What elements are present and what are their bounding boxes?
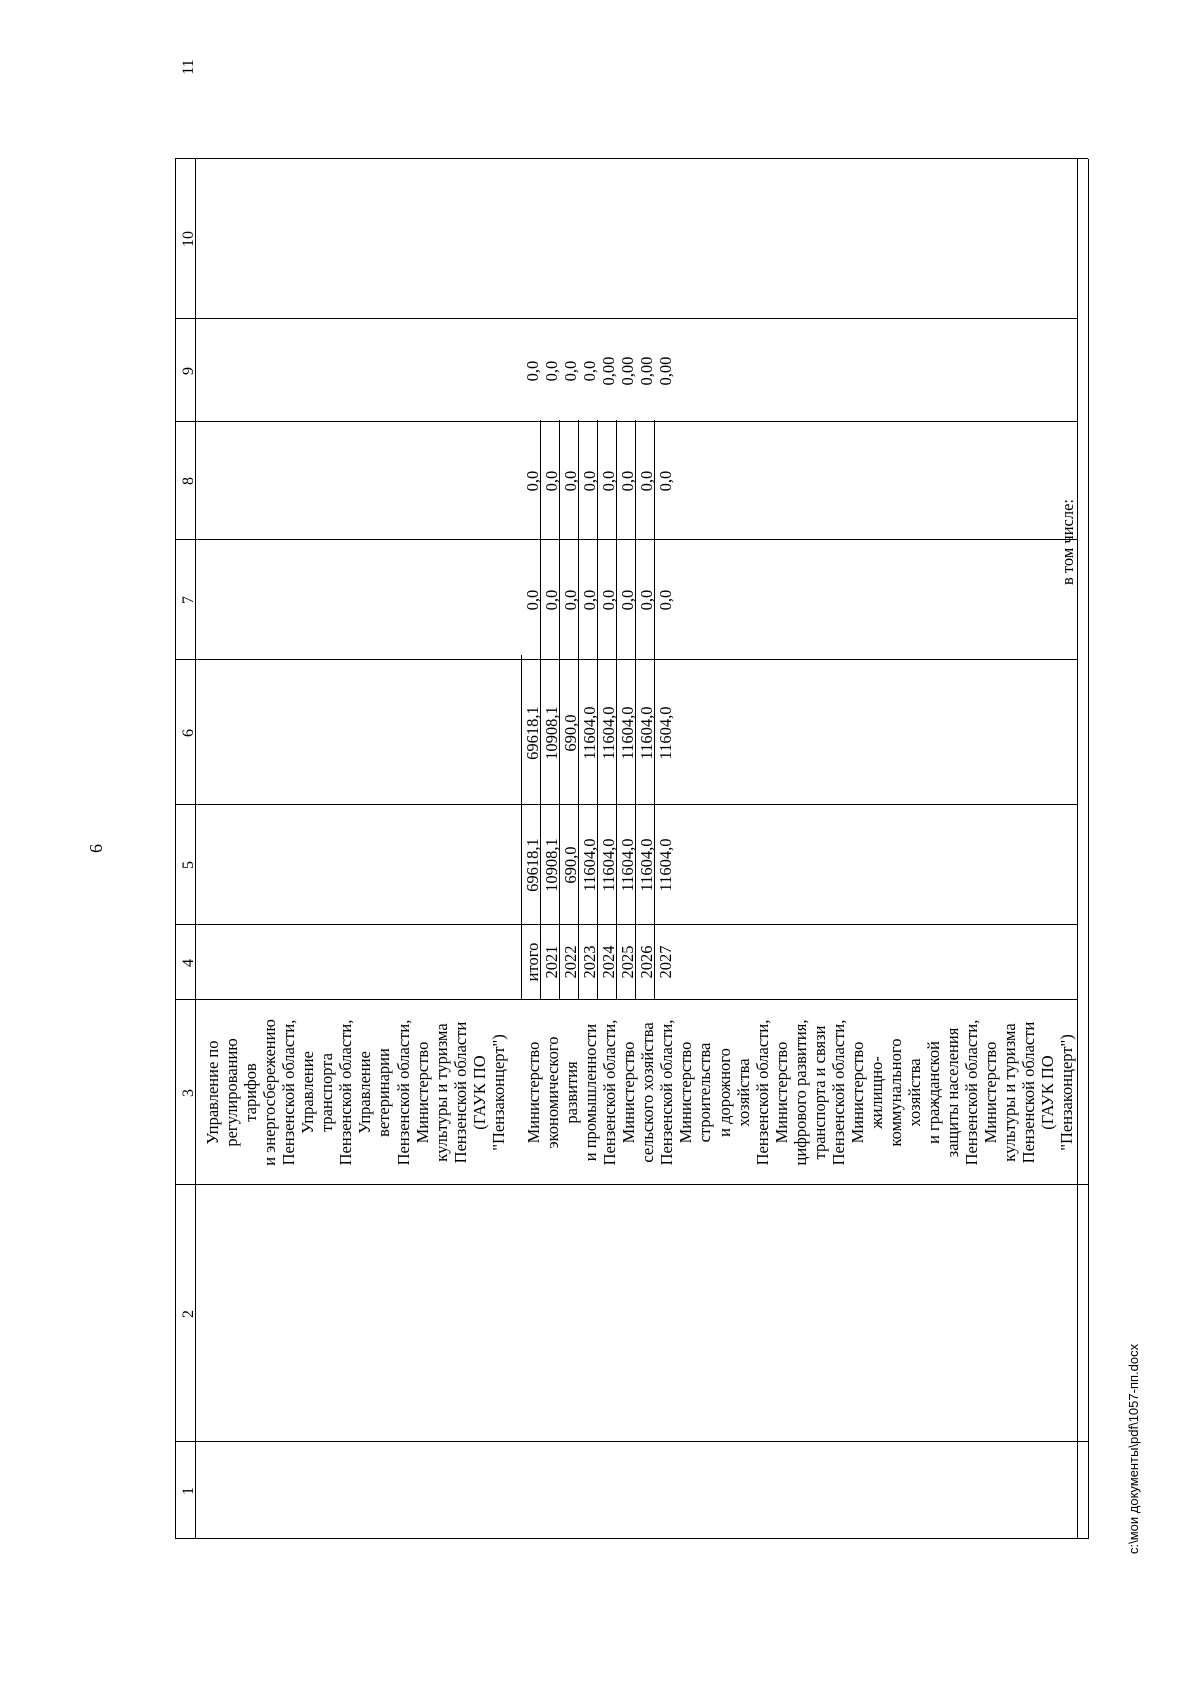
executor-line: Пензенской области xyxy=(1019,1021,1039,1164)
row-value-c9: 0,00 xyxy=(637,356,656,386)
executor-line: и промышленности xyxy=(581,1023,601,1162)
executor-line: Министерство xyxy=(771,1041,791,1144)
executor-line: тарифов xyxy=(241,1063,261,1122)
executor-line: Пензенской области xyxy=(450,1021,470,1164)
row-value-c8: 0,0 xyxy=(542,470,561,492)
row-year: 2023 xyxy=(580,945,599,979)
executor-line: хозяйства xyxy=(733,1058,753,1127)
row-value-c6: 11604,0 xyxy=(656,706,675,760)
executor-line: регулированию xyxy=(222,1038,242,1147)
row-value-c8: 0,0 xyxy=(637,470,656,492)
row-value-c6: 690,0 xyxy=(561,714,580,752)
row-value-c7: 0,0 xyxy=(618,589,637,611)
row-value-c9: 0,0 xyxy=(580,360,599,382)
col-num-6: 6 xyxy=(180,729,197,737)
row-value-c6: 69618,1 xyxy=(523,706,542,760)
row-value-c6: 11604,0 xyxy=(580,706,599,760)
executor-line: Министерство xyxy=(676,1041,696,1144)
executor-line: Министерство xyxy=(412,1041,432,1144)
executor-line: Управление по xyxy=(203,1040,222,1145)
col-num-8: 8 xyxy=(180,477,197,485)
executor-line: (ГАУК ПО xyxy=(469,1055,489,1130)
row-value-c8: 0,0 xyxy=(580,470,599,492)
row-value-c5: 11604,0 xyxy=(637,838,656,892)
row-value-c9: 0,0 xyxy=(542,360,561,382)
row-value-c5: 11604,0 xyxy=(599,838,618,892)
row-value-c8: 0,0 xyxy=(656,470,675,492)
executor-line: Пензенской области, xyxy=(828,1019,848,1166)
including-label: в том числе: xyxy=(1058,499,1077,586)
executor-line: Министерство xyxy=(524,1041,543,1144)
executor-line: Министерство xyxy=(619,1041,639,1144)
col-num-1: 1 xyxy=(180,1487,197,1495)
executor-line: защиты населения xyxy=(943,1027,963,1158)
row-value-c9: 0,0 xyxy=(561,360,580,382)
row-value-c5: 11604,0 xyxy=(618,838,637,892)
executor-line: культуры и туризма xyxy=(431,1023,451,1162)
executor-line: цифрового развития, xyxy=(790,1019,810,1166)
executor-line: Пензенской области, xyxy=(600,1019,620,1166)
row-year: 2024 xyxy=(599,945,618,979)
executor-line: и энергосбережению xyxy=(260,1019,280,1166)
row-value-c7: 0,0 xyxy=(599,589,618,611)
row-value-c7: 0,0 xyxy=(523,589,542,611)
row-year: итого xyxy=(523,942,542,982)
row-value-c7: 0,0 xyxy=(656,589,675,611)
executor-line: сельского хозяйства xyxy=(638,1022,658,1163)
executor-line: и дорожного xyxy=(714,1048,734,1137)
row-value-c5: 69618,1 xyxy=(523,838,542,892)
executor-line: транспорта и связи xyxy=(809,1025,829,1160)
row-year: 2026 xyxy=(637,945,656,979)
executor-line: ветеринарии xyxy=(374,1048,394,1137)
row-year: 2021 xyxy=(542,945,561,979)
executor-line: жилищно- xyxy=(866,1056,886,1129)
executor-line: экономического xyxy=(543,1036,563,1149)
row-value-c9: 0,00 xyxy=(618,356,637,386)
col-num-10: 10 xyxy=(180,231,197,247)
row-value-c6: 11604,0 xyxy=(618,706,637,760)
row-value-c6: 10908,1 xyxy=(542,706,561,760)
row-value-c9: 0,00 xyxy=(599,356,618,386)
row-value-c6: 11604,0 xyxy=(637,706,656,760)
executor-line: Пензенской области, xyxy=(336,1019,356,1166)
executor-line: и гражданской xyxy=(924,1041,944,1144)
executor-line: хозяйства xyxy=(905,1058,924,1127)
row-value-c6: 11604,0 xyxy=(599,706,618,760)
col-num-2: 2 xyxy=(180,1310,197,1318)
col-num-7: 7 xyxy=(180,596,197,604)
row-value-c7: 0,0 xyxy=(580,589,599,611)
row-year: 2025 xyxy=(618,945,637,979)
row-year: 2022 xyxy=(561,945,580,979)
executor-line: коммунального xyxy=(885,1038,905,1147)
row-value-c8: 0,0 xyxy=(561,470,580,492)
footer-file-path: c:\мои документы\pdf\1057-пп.docx xyxy=(1126,1343,1141,1554)
executor-line: Министерство xyxy=(981,1041,1001,1144)
row-value-c5: 690,0 xyxy=(561,846,580,884)
col-num-11: 11 xyxy=(180,59,197,75)
executor-line: транспорта xyxy=(317,1053,337,1132)
col-num-9: 9 xyxy=(180,367,197,375)
row-value-c8: 0,0 xyxy=(599,470,618,492)
row-value-c8: 0,0 xyxy=(523,470,542,492)
executor-line: строительства xyxy=(695,1042,715,1143)
executor-line: Пензенской области, xyxy=(393,1019,413,1166)
executor-line: Министерство xyxy=(847,1041,867,1144)
executor-line: Пензенской области, xyxy=(752,1019,772,1166)
row-value-c5: 10908,1 xyxy=(542,838,561,892)
executor-line: развития xyxy=(562,1061,582,1124)
executor-line: культуры и туризма xyxy=(1000,1023,1020,1162)
executor-line: "Пензаконцерт") xyxy=(1057,1034,1077,1151)
col-num-4: 4 xyxy=(180,959,197,967)
row-year: 2027 xyxy=(656,945,675,979)
executor-line: Пензенской области, xyxy=(279,1019,299,1166)
col-num-3: 3 xyxy=(180,1089,197,1097)
row-value-c5: 11604,0 xyxy=(656,838,675,892)
row-value-c9: 0,0 xyxy=(523,360,542,382)
row-value-c8: 0,0 xyxy=(618,470,637,492)
row-value-c7: 0,0 xyxy=(637,589,656,611)
page-number: 6 xyxy=(86,844,106,853)
col-num-5: 5 xyxy=(180,861,197,869)
row-value-c5: 11604,0 xyxy=(580,838,599,892)
executor-line: (ГАУК ПО xyxy=(1038,1055,1058,1130)
row-value-c7: 0,0 xyxy=(542,589,561,611)
executor-line: Пензенской области, xyxy=(657,1019,677,1166)
executor-line: Управление xyxy=(355,1051,375,1134)
executor-line: Пензенской области, xyxy=(962,1019,982,1166)
executor-line: Управление xyxy=(298,1051,318,1134)
row-value-c7: 0,0 xyxy=(561,589,580,611)
row-value-c9: 0,00 xyxy=(656,356,675,386)
executor-line: "Пензаконцерт") xyxy=(488,1034,508,1151)
